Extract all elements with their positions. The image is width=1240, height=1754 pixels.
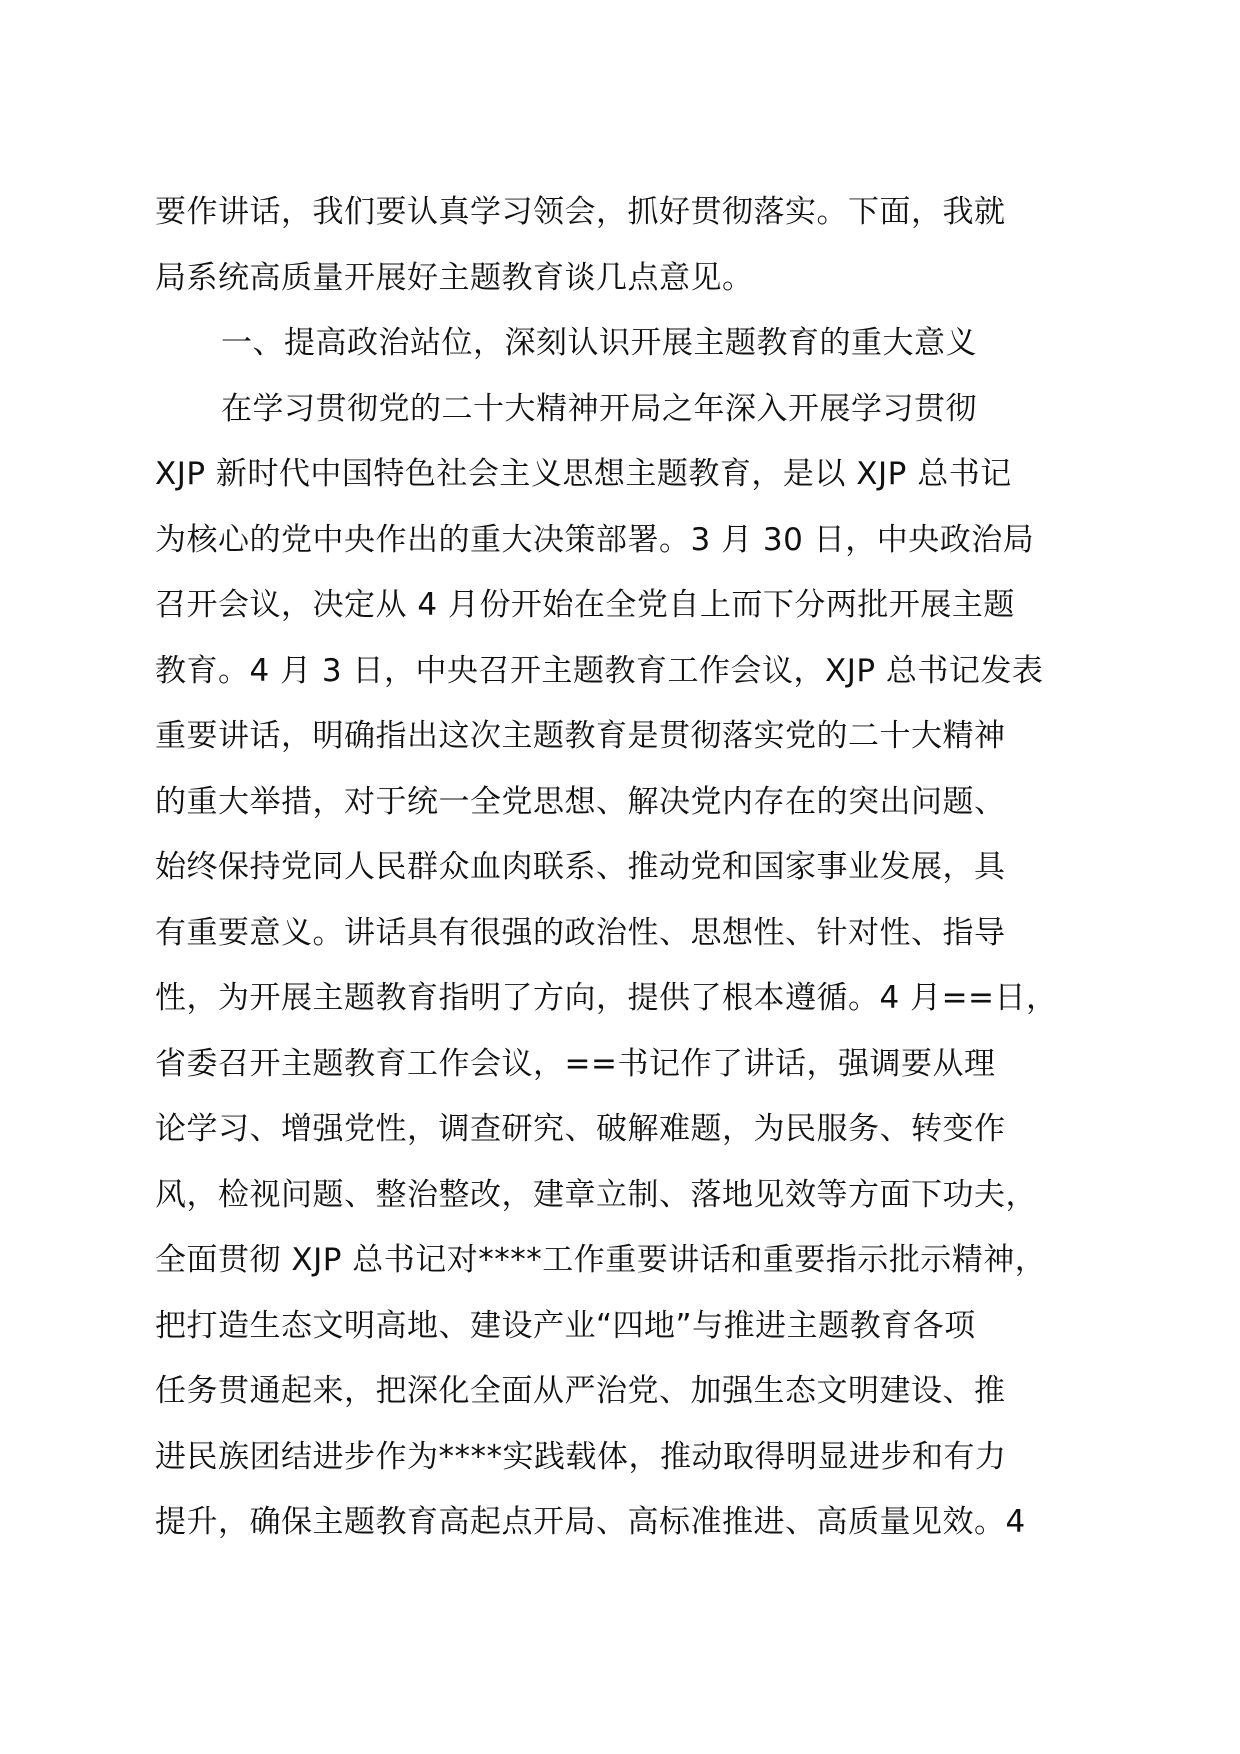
text-line: 要作讲话，我们要认真学习领会，抓好贯彻落实。下面，我就: [155, 194, 1006, 230]
text-line: 重要讲话，明确指出这次主题教育是贯彻落实党的二十大精神: [155, 718, 1006, 754]
text-line: 始终保持党同人民群众血肉联系、推动党和国家事业发展，具: [155, 849, 1006, 885]
text-line: 的重大举措，对于统一全党思想、解决党内存在的突出问题、: [155, 783, 1006, 820]
text-line: 省委召开主题教育工作会议，==书记作了讲话，强调要从理: [155, 1045, 996, 1082]
text-line: 为核心的党中央作出的重大决策部署。3 月 30 日，中央政治局: [155, 521, 1035, 558]
text-line: 召开会议，决定从 4 月份开始在全党自上而下分两批开展主题: [155, 587, 1015, 623]
text-line: 局系统高质量开展好主题教育谈几点意见。: [155, 259, 754, 296]
section-heading: 一、提高政治站位，深刻认识开展主题教育的重大意义: [221, 325, 977, 361]
text-line: 任务贯通起来，把深化全面从严治党、加强生态文明建设、推: [155, 1373, 1006, 1409]
text-line: 风，检视问题、整治整改，建章立制、落地见效等方面下功夫，: [155, 1176, 1037, 1213]
text-line: 有重要意义。讲话具有很强的政治性、思想性、针对性、指导: [155, 914, 1006, 951]
text-line: 性，为开展主题教育指明了方向，提供了根本遵循。4 月==日，: [155, 980, 1058, 1016]
document-body: [155, 180, 1095, 1556]
paragraph-first-line: 在学习贯彻党的二十大精神开局之年深入开展学习贯彻: [221, 390, 977, 427]
text-line: XJP 新时代中国特色社会主义思想主题教育，是以 XJP 总书记: [155, 456, 1012, 492]
text-line: 教育。4 月 3 日，中央召开主题教育工作会议，XJP 总书记发表: [155, 652, 1044, 689]
text-line: 全面贯彻 XJP 总书记对****工作重要讲话和重要指示批示精神，: [155, 1242, 1047, 1278]
text-line: 把打造生态文明高地、建设产业“四地”与推进主题教育各项: [155, 1307, 976, 1344]
text-line: 提升，确保主题教育高起点开局、高标准推进、高质量见效。4: [155, 1504, 1026, 1540]
text-line: 论学习、增强党性，调查研究、破解难题，为民服务、转变作: [155, 1111, 1006, 1147]
text-line: 进民族团结进步作为****实践载体，推动取得明显进步和有力: [155, 1438, 1007, 1475]
